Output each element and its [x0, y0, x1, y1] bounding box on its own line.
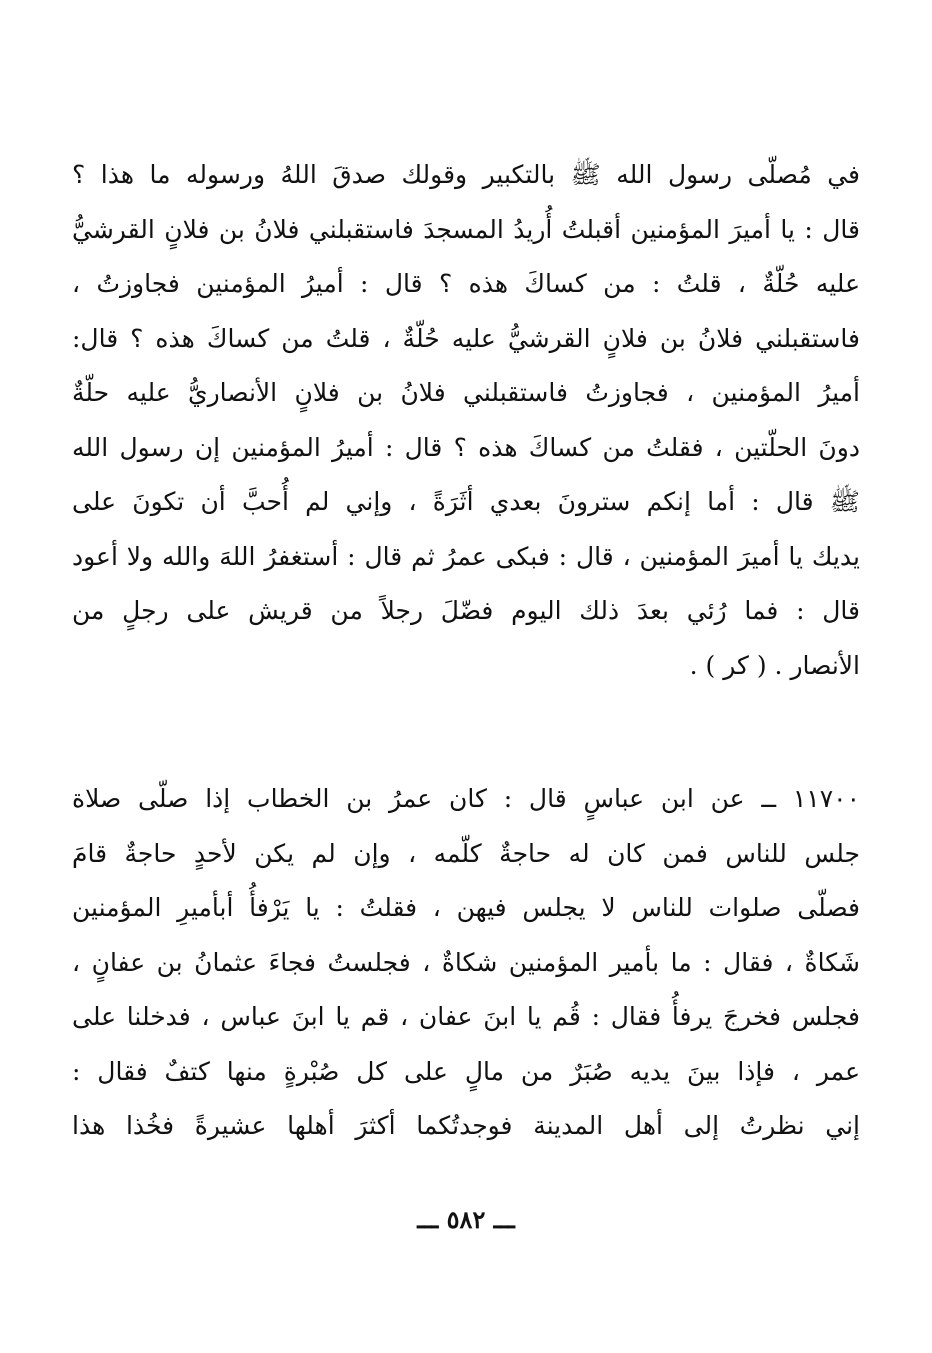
text-line: أميرُ المؤمنين ، فجاوزتُ فاستقبلني فلانُ بن فلانٍ الأنصاريُّ عليه حلّةٌ [72, 378, 860, 407]
text-line: ﷺ قال : أما إنكم سترونَ بعدي أثَرَةً ، وإني لم أُحبَّ أن تكونَ على [72, 487, 860, 516]
text-line: عمر ، فإذا بينَ يديه صُبَرٌ من مالٍ على كل صُبْرةٍ منها كتفٌ فقال : [72, 1056, 860, 1086]
text-line: قال : يا أميرَ المؤمنين أقبلتُ أُريدُ المسجدَ فاستقبلني فلانُ بن فلانٍ القرشيُّ [72, 214, 860, 244]
text-line: دونَ الحلّتين ، فقلتُ من كساكَ هذه ؟ قال : أميرُ المؤمنين إن رسول الله [72, 432, 860, 462]
text-line: شَكاةٌ ، فقال : ما بأمير المؤمنين شكاةٌ ، فجلستُ فجاءَ عثمانُ بن عفانٍ ، [72, 947, 860, 977]
text-line: قال : فما رُئي بعدَ ذلك اليوم فضّلَ رجلاً من قريش على رجلٍ من [72, 596, 860, 625]
page-number: ـــ ٥٨٢ ـــ [417, 1205, 515, 1234]
text-line: فاستقبلني فلانُ بن فلانٍ القرشيُّ عليه حُلّةٌ ، قلتُ من كساكَ هذه ؟ قال: [72, 323, 860, 353]
paragraph-1 [72, 148, 860, 693]
text-line: ١١٧٠٠ ــ عن ابن عباسٍ قال : كان عمرُ بن الخطاب إذا صلّى صلاة [72, 784, 860, 813]
text-line: جلس للناس فمن كان له حاجةٌ كلّمه ، وإن لم يكن لأحدٍ حاجةٌ قامَ [72, 838, 860, 868]
text-line: إني نظرتُ إلى أهل المدينة فوجدتُكما أكثرَ أهلها عشيرةً فخُذا هذا [72, 1111, 860, 1140]
text-line: فجلس فخرجَ يرفأُ فقال : قُم يا ابنَ عفان ، قم يا ابنَ عباس ، فدخلنا على [72, 1002, 860, 1031]
text-line: عليه حُلّةٌ ، قلتُ : من كساكَ هذه ؟ قال : أميرُ المؤمنين فجاوزتُ ، [72, 269, 860, 298]
text-line: يديك يا أميرَ المؤمنين ، قال : فبكى عمرُ ثم قال : أستغفرُ اللهَ والله ولا أعود [72, 541, 860, 571]
text-line: في مُصلّى رسول الله ﷺ بالتكبير وقولك صدقَ اللهُ ورسوله ما هذا ؟ [72, 160, 860, 189]
text-line: فصلّى صلوات للناس لا يجلس فيهن ، فقلتُ : يا يَرْفأُ أبأميرِ المؤمنين [72, 893, 860, 922]
paragraph-2 [72, 772, 860, 1154]
text-line: الأنصار . ( كر ) . [689, 650, 860, 680]
